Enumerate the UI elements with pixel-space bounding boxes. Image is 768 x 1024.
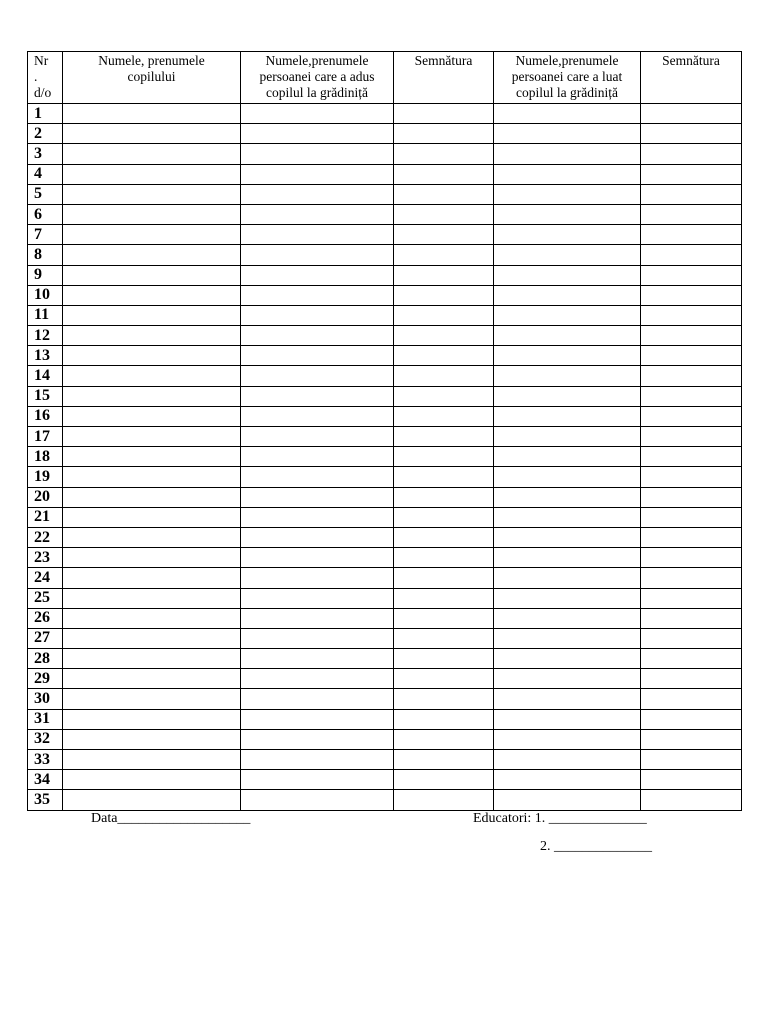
signature-departure-cell[interactable]	[641, 628, 742, 648]
child-name-cell[interactable]	[63, 507, 241, 527]
taken-by-cell[interactable]	[494, 265, 641, 285]
row-number: 16	[28, 406, 63, 426]
table-row	[28, 790, 742, 810]
brought-by-cell[interactable]	[241, 608, 394, 628]
child-name-cell[interactable]	[63, 265, 241, 285]
child-name-cell[interactable]	[63, 527, 241, 547]
signature-arrival-cell[interactable]	[394, 447, 494, 467]
signature-departure-cell[interactable]	[641, 144, 742, 164]
signature-arrival-cell[interactable]	[394, 649, 494, 669]
signature-departure-cell[interactable]	[641, 568, 742, 588]
header-brought-line: Numele,prenumele	[265, 53, 369, 68]
signature-arrival-cell[interactable]	[394, 406, 494, 426]
brought-by-cell[interactable]	[241, 507, 394, 527]
signature-departure-cell[interactable]	[641, 386, 742, 406]
taken-by-cell[interactable]	[494, 669, 641, 689]
brought-by-cell[interactable]	[241, 265, 394, 285]
table-row	[28, 669, 742, 689]
signature-departure-cell[interactable]	[641, 305, 742, 325]
brought-by-cell[interactable]	[241, 447, 394, 467]
table-row	[28, 568, 742, 588]
row-number: 19	[28, 467, 63, 487]
row-number: 21	[28, 507, 63, 527]
brought-by-cell[interactable]	[241, 487, 394, 507]
taken-by-cell[interactable]	[494, 507, 641, 527]
table-row	[28, 548, 742, 568]
taken-by-cell[interactable]	[494, 588, 641, 608]
table-row	[28, 628, 742, 648]
child-name-cell[interactable]	[63, 669, 241, 689]
table-row	[28, 729, 742, 749]
row-number: 7	[28, 225, 63, 245]
table-row	[28, 527, 742, 547]
signature-arrival-cell[interactable]	[394, 164, 494, 184]
row-number: 25	[28, 588, 63, 608]
signature-arrival-cell[interactable]	[394, 669, 494, 689]
child-name-cell[interactable]	[63, 790, 241, 810]
table-row	[28, 204, 742, 224]
child-name-cell[interactable]	[63, 427, 241, 447]
row-number: 34	[28, 770, 63, 790]
educator-2-signature-line: 2. ______________	[540, 839, 652, 854]
header-row	[28, 52, 742, 104]
brought-by-cell[interactable]	[241, 285, 394, 305]
taken-by-cell[interactable]	[494, 305, 641, 325]
taken-by-cell[interactable]	[494, 285, 641, 305]
signature-arrival-cell[interactable]	[394, 245, 494, 265]
table-row	[28, 124, 742, 144]
signature-departure-cell[interactable]	[641, 467, 742, 487]
child-name-cell[interactable]	[63, 366, 241, 386]
header-signature-arrival	[394, 52, 494, 104]
signature-arrival-cell[interactable]	[394, 628, 494, 648]
brought-by-cell[interactable]	[241, 427, 394, 447]
signature-departure-cell[interactable]	[641, 790, 742, 810]
taken-by-cell[interactable]	[494, 548, 641, 568]
child-name-cell[interactable]	[63, 628, 241, 648]
table-row	[28, 225, 742, 245]
brought-by-cell[interactable]	[241, 225, 394, 245]
signature-arrival-cell[interactable]	[394, 305, 494, 325]
signature-arrival-cell[interactable]	[394, 507, 494, 527]
child-name-cell[interactable]	[63, 406, 241, 426]
brought-by-cell[interactable]	[241, 649, 394, 669]
header-brought-line: persoanei care a adus	[259, 69, 375, 84]
child-name-cell[interactable]	[63, 709, 241, 729]
brought-by-cell[interactable]	[241, 467, 394, 487]
taken-by-cell[interactable]	[494, 649, 641, 669]
brought-by-cell[interactable]	[241, 669, 394, 689]
taken-by-cell[interactable]	[494, 709, 641, 729]
header-nr-line: Nr	[34, 53, 49, 68]
brought-by-cell[interactable]	[241, 729, 394, 749]
child-name-cell[interactable]	[63, 729, 241, 749]
taken-by-cell[interactable]	[494, 527, 641, 547]
row-number: 29	[28, 669, 63, 689]
signature-arrival-cell[interactable]	[394, 184, 494, 204]
brought-by-cell[interactable]	[241, 689, 394, 709]
brought-by-cell[interactable]	[241, 366, 394, 386]
row-number: 4	[28, 164, 63, 184]
header-brought-by	[241, 52, 394, 104]
signature-arrival-cell[interactable]	[394, 346, 494, 366]
header-took-line: Numele,prenumele	[515, 53, 619, 68]
table-row	[28, 427, 742, 447]
child-name-cell[interactable]	[63, 588, 241, 608]
table-row	[28, 709, 742, 729]
signature-arrival-cell[interactable]	[394, 487, 494, 507]
signature-departure-cell[interactable]	[641, 750, 742, 770]
signature-arrival-cell[interactable]	[394, 144, 494, 164]
row-number: 35	[28, 790, 63, 810]
taken-by-cell[interactable]	[494, 729, 641, 749]
taken-by-cell[interactable]	[494, 204, 641, 224]
header-child-line: copilului	[127, 69, 176, 84]
signature-arrival-cell[interactable]	[394, 326, 494, 346]
header-signature-departure	[641, 52, 742, 104]
brought-by-cell[interactable]	[241, 346, 394, 366]
brought-by-cell[interactable]	[241, 628, 394, 648]
header-nr-line: d/o	[34, 85, 52, 100]
taken-by-cell[interactable]	[494, 326, 641, 346]
row-number: 18	[28, 447, 63, 467]
table-row	[28, 245, 742, 265]
row-number: 26	[28, 608, 63, 628]
child-name-cell[interactable]	[63, 568, 241, 588]
taken-by-cell[interactable]	[494, 790, 641, 810]
child-name-cell[interactable]	[63, 346, 241, 366]
taken-by-cell[interactable]	[494, 447, 641, 467]
signature-departure-cell[interactable]	[641, 164, 742, 184]
table-row	[28, 184, 742, 204]
signature-arrival-cell[interactable]	[394, 366, 494, 386]
row-number: 27	[28, 628, 63, 648]
row-number: 22	[28, 527, 63, 547]
header-child-name	[63, 52, 241, 104]
row-number: 6	[28, 204, 63, 224]
signature-arrival-cell[interactable]	[394, 709, 494, 729]
table-row	[28, 265, 742, 285]
table-row	[28, 750, 742, 770]
signature-arrival-cell[interactable]	[394, 285, 494, 305]
taken-by-cell[interactable]	[494, 427, 641, 447]
brought-by-cell[interactable]	[241, 124, 394, 144]
signature-departure-cell[interactable]	[641, 427, 742, 447]
child-name-cell[interactable]	[63, 124, 241, 144]
child-name-cell[interactable]	[63, 467, 241, 487]
brought-by-cell[interactable]	[241, 548, 394, 568]
row-number: 28	[28, 649, 63, 669]
brought-by-cell[interactable]	[241, 386, 394, 406]
signature-departure-cell[interactable]	[641, 285, 742, 305]
signature-departure-cell[interactable]	[641, 770, 742, 790]
table-row	[28, 467, 742, 487]
table-row	[28, 770, 742, 790]
child-name-cell[interactable]	[63, 245, 241, 265]
table-row	[28, 406, 742, 426]
row-number: 9	[28, 265, 63, 285]
child-name-cell[interactable]	[63, 649, 241, 669]
signature-departure-cell[interactable]	[641, 588, 742, 608]
table-row	[28, 326, 742, 346]
child-name-cell[interactable]	[63, 285, 241, 305]
header-taken-by	[494, 52, 641, 104]
signature-departure-cell[interactable]	[641, 326, 742, 346]
signature-departure-cell[interactable]	[641, 548, 742, 568]
brought-by-cell[interactable]	[241, 790, 394, 810]
signature-departure-cell[interactable]	[641, 527, 742, 547]
signature-arrival-cell[interactable]	[394, 770, 494, 790]
signature-departure-cell[interactable]	[641, 406, 742, 426]
signature-departure-cell[interactable]	[641, 729, 742, 749]
signature-departure-cell[interactable]	[641, 709, 742, 729]
child-name-cell[interactable]	[63, 548, 241, 568]
register-body	[28, 104, 742, 811]
child-name-cell[interactable]	[63, 689, 241, 709]
row-number: 33	[28, 750, 63, 770]
signature-departure-cell[interactable]	[641, 669, 742, 689]
taken-by-cell[interactable]	[494, 104, 641, 124]
signature-departure-cell[interactable]	[641, 608, 742, 628]
brought-by-cell[interactable]	[241, 326, 394, 346]
header-took-line: copilul la grădiniță	[516, 85, 618, 100]
signature-departure-cell[interactable]	[641, 265, 742, 285]
table-row	[28, 608, 742, 628]
brought-by-cell[interactable]	[241, 750, 394, 770]
brought-by-cell[interactable]	[241, 245, 394, 265]
child-name-cell[interactable]	[63, 447, 241, 467]
signature-arrival-cell[interactable]	[394, 386, 494, 406]
table-row	[28, 649, 742, 669]
date-signature-line: Data___________________	[91, 811, 251, 826]
signature-departure-cell[interactable]	[641, 366, 742, 386]
brought-by-cell[interactable]	[241, 184, 394, 204]
table-row	[28, 104, 742, 124]
row-number: 12	[28, 326, 63, 346]
taken-by-cell[interactable]	[494, 366, 641, 386]
row-number: 3	[28, 144, 63, 164]
taken-by-cell[interactable]	[494, 144, 641, 164]
child-name-cell[interactable]	[63, 104, 241, 124]
brought-by-cell[interactable]	[241, 164, 394, 184]
signature-arrival-cell[interactable]	[394, 265, 494, 285]
signature-arrival-cell[interactable]	[394, 548, 494, 568]
header-child-line: Numele, prenumele	[98, 53, 205, 68]
child-name-cell[interactable]	[63, 164, 241, 184]
signature-arrival-cell[interactable]	[394, 204, 494, 224]
row-number: 1	[28, 104, 63, 124]
signature-departure-cell[interactable]	[641, 346, 742, 366]
child-name-cell[interactable]	[63, 487, 241, 507]
signature-arrival-cell[interactable]	[394, 689, 494, 709]
row-number: 20	[28, 487, 63, 507]
brought-by-cell[interactable]	[241, 104, 394, 124]
row-number: 30	[28, 689, 63, 709]
signature-arrival-cell[interactable]	[394, 225, 494, 245]
signature-arrival-cell[interactable]	[394, 568, 494, 588]
table-row	[28, 507, 742, 527]
signature-arrival-cell[interactable]	[394, 124, 494, 144]
signature-arrival-cell[interactable]	[394, 790, 494, 810]
taken-by-cell[interactable]	[494, 487, 641, 507]
signature-arrival-cell[interactable]	[394, 750, 494, 770]
row-number: 8	[28, 245, 63, 265]
signature-arrival-cell[interactable]	[394, 467, 494, 487]
signature-arrival-cell[interactable]	[394, 527, 494, 547]
table-row	[28, 144, 742, 164]
table-row	[28, 366, 742, 386]
register-table	[27, 51, 742, 811]
taken-by-cell[interactable]	[494, 467, 641, 487]
table-row	[28, 346, 742, 366]
row-number: 31	[28, 709, 63, 729]
brought-by-cell[interactable]	[241, 568, 394, 588]
signature-departure-cell[interactable]	[641, 204, 742, 224]
signature-departure-cell[interactable]	[641, 649, 742, 669]
signature-arrival-cell[interactable]	[394, 427, 494, 447]
taken-by-cell[interactable]	[494, 770, 641, 790]
taken-by-cell[interactable]	[494, 568, 641, 588]
child-name-cell[interactable]	[63, 750, 241, 770]
signature-departure-cell[interactable]	[641, 507, 742, 527]
signature-departure-cell[interactable]	[641, 487, 742, 507]
row-number: 10	[28, 285, 63, 305]
row-number: 24	[28, 568, 63, 588]
header-sign2-line: Semnătura	[662, 53, 720, 68]
header-brought-line: copilul la grădiniță	[266, 85, 368, 100]
table-row	[28, 689, 742, 709]
signature-arrival-cell[interactable]	[394, 608, 494, 628]
brought-by-cell[interactable]	[241, 527, 394, 547]
signature-arrival-cell[interactable]	[394, 588, 494, 608]
row-number: 13	[28, 346, 63, 366]
child-name-cell[interactable]	[63, 326, 241, 346]
child-name-cell[interactable]	[63, 386, 241, 406]
taken-by-cell[interactable]	[494, 184, 641, 204]
signature-departure-cell[interactable]	[641, 689, 742, 709]
brought-by-cell[interactable]	[241, 709, 394, 729]
signature-departure-cell[interactable]	[641, 184, 742, 204]
header-nr	[28, 52, 63, 104]
brought-by-cell[interactable]	[241, 588, 394, 608]
signature-departure-cell[interactable]	[641, 447, 742, 467]
child-name-cell[interactable]	[63, 184, 241, 204]
row-number: 17	[28, 427, 63, 447]
attendance-register	[27, 51, 742, 811]
row-number: 5	[28, 184, 63, 204]
brought-by-cell[interactable]	[241, 305, 394, 325]
taken-by-cell[interactable]	[494, 225, 641, 245]
taken-by-cell[interactable]	[494, 164, 641, 184]
row-number: 14	[28, 366, 63, 386]
table-row	[28, 305, 742, 325]
child-name-cell[interactable]	[63, 144, 241, 164]
row-number: 2	[28, 124, 63, 144]
brought-by-cell[interactable]	[241, 406, 394, 426]
signature-departure-cell[interactable]	[641, 225, 742, 245]
taken-by-cell[interactable]	[494, 689, 641, 709]
taken-by-cell[interactable]	[494, 608, 641, 628]
table-row	[28, 447, 742, 467]
header-sign1-line: Semnătura	[414, 53, 473, 68]
table-row	[28, 487, 742, 507]
taken-by-cell[interactable]	[494, 386, 641, 406]
row-number: 32	[28, 729, 63, 749]
taken-by-cell[interactable]	[494, 245, 641, 265]
signature-arrival-cell[interactable]	[394, 729, 494, 749]
row-number: 11	[28, 305, 63, 325]
header-nr-line: .	[34, 69, 38, 84]
taken-by-cell[interactable]	[494, 124, 641, 144]
child-name-cell[interactable]	[63, 770, 241, 790]
signature-departure-cell[interactable]	[641, 104, 742, 124]
signature-departure-cell[interactable]	[641, 245, 742, 265]
table-row	[28, 588, 742, 608]
row-number: 15	[28, 386, 63, 406]
child-name-cell[interactable]	[63, 225, 241, 245]
brought-by-cell[interactable]	[241, 144, 394, 164]
header-took-line: persoanei care a luat	[511, 69, 623, 84]
taken-by-cell[interactable]	[494, 628, 641, 648]
signature-arrival-cell[interactable]	[394, 104, 494, 124]
taken-by-cell[interactable]	[494, 346, 641, 366]
table-row	[28, 386, 742, 406]
signature-departure-cell[interactable]	[641, 124, 742, 144]
brought-by-cell[interactable]	[241, 204, 394, 224]
child-name-cell[interactable]	[63, 204, 241, 224]
child-name-cell[interactable]	[63, 608, 241, 628]
taken-by-cell[interactable]	[494, 406, 641, 426]
educator-1-signature-line: Educatori: 1. ______________	[473, 811, 647, 826]
taken-by-cell[interactable]	[494, 750, 641, 770]
child-name-cell[interactable]	[63, 305, 241, 325]
row-number: 23	[28, 548, 63, 568]
table-row	[28, 164, 742, 184]
table-row	[28, 285, 742, 305]
brought-by-cell[interactable]	[241, 770, 394, 790]
